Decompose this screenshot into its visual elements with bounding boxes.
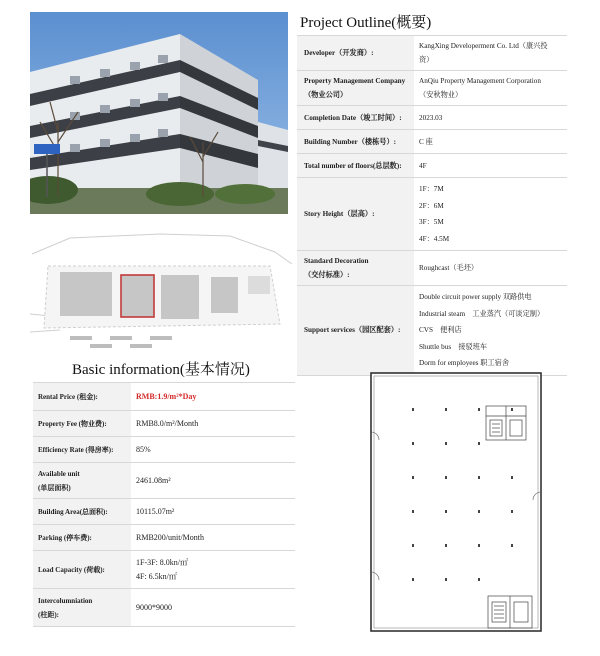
table-row: [297, 286, 567, 376]
total-floors-label: Total number of floors(总层数):: [297, 154, 414, 178]
developer-value: KangXing Developerment Co. Ltd（康兴投 资）: [414, 36, 567, 71]
table-row: [33, 437, 295, 463]
project-outline-title: Project Outline(概要): [300, 15, 432, 31]
building-number-label: Building Number（楼栋号）:: [297, 130, 414, 154]
support-services-label: Support services（园区配套）:: [297, 286, 414, 376]
table-row: [297, 71, 567, 106]
site-plan: [30, 224, 292, 356]
property-management-label: Property Management Company （物业公司）: [297, 71, 414, 106]
table-row: [297, 178, 567, 251]
table-row: [33, 463, 295, 499]
efficiency-rate-label: Efficiency Rate (得房率):: [33, 437, 131, 463]
developer-label: Developer（开发商）:: [297, 36, 414, 71]
table-row: [33, 411, 295, 437]
rental-price-value: RMB:1.9/m²*Day: [131, 383, 295, 411]
floor-plan: [370, 372, 560, 634]
basic-information-title: Basic information(基本情况): [72, 362, 250, 378]
table-row: [297, 106, 567, 130]
table-row: [297, 251, 567, 286]
intercolumniation-label: Intercolumniation (柱距):: [33, 589, 131, 627]
table-row: [33, 589, 295, 627]
building-number-value: C 座: [414, 130, 567, 154]
standard-decoration-label: Standard Decoration （交付标准）:: [297, 251, 414, 286]
intercolumniation-value: 9000*9000: [131, 589, 295, 627]
story-height-value: 1F：7M 2F：6M 3F：5M 4F：4.5M: [414, 178, 567, 251]
total-floors-value: 4F: [414, 154, 567, 178]
table-row: [33, 383, 295, 411]
efficiency-rate-value: 85%: [131, 437, 295, 463]
completion-date-label: Completion Date（竣工时间）:: [297, 106, 414, 130]
table-row: [297, 130, 567, 154]
project-outline-table: [297, 35, 567, 376]
load-capacity-label: Load Capacity (荷载):: [33, 551, 131, 589]
available-unit-label: Available unit (单层面积): [33, 463, 131, 499]
table-row: [33, 525, 295, 551]
table-row: [297, 154, 567, 178]
property-fee-value: RMB8.0/m²/Month: [131, 411, 295, 437]
table-row: [33, 551, 295, 589]
building-photo: [30, 12, 288, 214]
load-capacity-value: 1F-3F: 8.0kn/㎡ 4F: 6.5kn/㎡: [131, 551, 295, 589]
standard-decoration-value: Roughcast（毛坯）: [414, 251, 567, 286]
property-management-value: AnQiu Property Management Corporation （安秋物业）: [414, 71, 567, 106]
building-area-label: Building Area(总面积):: [33, 499, 131, 525]
support-services-value: Double circuit power supply 双路供电 Industrial steam 工业蒸汽（可谈定制） CVS 便利店 Shuttle bus 接驳班车 Dorm for employees 职工宿舍: [414, 286, 567, 376]
story-height-label: Story Height（层高）:: [297, 178, 414, 251]
table-row: [33, 499, 295, 525]
property-fee-label: Property Fee (物业费):: [33, 411, 131, 437]
table-row: [297, 36, 567, 71]
available-unit-value: 2461.08m²: [131, 463, 295, 499]
building-area-value: 10115.07m²: [131, 499, 295, 525]
rental-price-label: Rental Price (租金):: [33, 383, 131, 411]
completion-date-value: 2023.03: [414, 106, 567, 130]
parking-label: Parking (停车费):: [33, 525, 131, 551]
parking-value: RMB200/unit/Month: [131, 525, 295, 551]
basic-information-table: [33, 382, 295, 627]
